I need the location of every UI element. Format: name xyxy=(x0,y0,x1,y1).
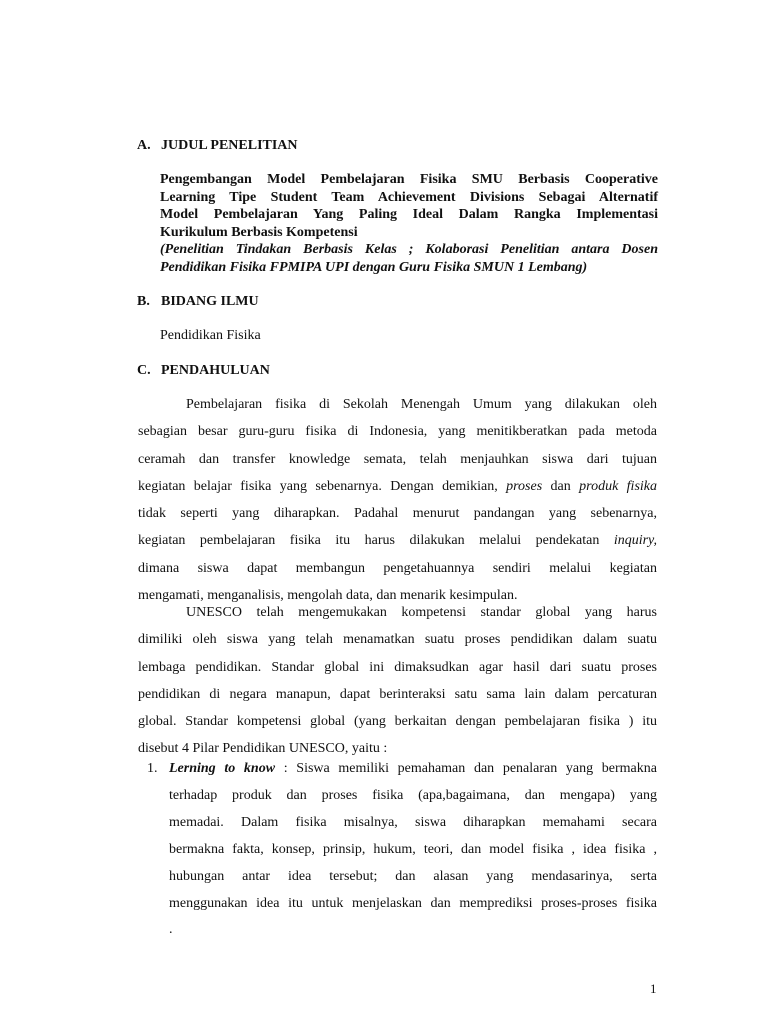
section-a-heading: A. JUDUL PENELITIAN xyxy=(137,138,298,153)
section-a-title: JUDUL PENELITIAN xyxy=(161,138,298,153)
section-c-heading: C. PENDAHULUAN xyxy=(137,363,270,378)
section-c-title: PENDAHULUAN xyxy=(161,363,270,378)
term-lerning-to-know: Lerning to know xyxy=(169,761,276,776)
research-title-main: Pengembangan Model Pembelajaran Fisika SMU Berbasis Cooperative Learning Tipe Student Team Achievement Divisions Sebagai Alternatif Model Pembelajaran Yang Paling Ideal Dalam Rangka Implementasi Kurikulum Berbasis Kompetensi xyxy=(160,172,658,240)
field-of-study: Pendidikan Fisika xyxy=(160,328,261,343)
term-produk-fisika: produk fisika xyxy=(579,478,657,494)
intro-paragraph-1: Pembelajaran fisika di Sekolah Menengah Umum yang dilakukan oleh sebagian besar guru-guru fisika di Indonesia, yang menitikberatkan pada metoda ceramah dan transfer knowledge semata, telah menjauhkan siswa dari tujuan kegiatan belajar fisika yang sebenarnya. Dengan demikian, proses dan produk fisika tidak seperti yang diharapkan. Padahal menurut pandangan yang sebenarnya, kegiatan pembelajaran fisika itu harus dilakukan melalui pendekatan inquiry, dimana siswa dapat membangun pengetahuannya sendiri melalui kegiatan mengamati, menganalisis, mengolah data, dan menarik kesimpulan. xyxy=(138,397,657,604)
unesco-pillars-list xyxy=(147,756,657,944)
research-title xyxy=(160,171,658,276)
section-b-title: BIDANG ILMU xyxy=(161,294,259,309)
list-item: 1. Lerning to know : Siswa memiliki pemahaman dan penalaran yang bermakna terhadap produk dan proses fisika (apa,bagaimana, dan mengapa) yang memadai. Dalam fisika misalnya, siswa diharapkan memahami secara bermakna fakta, konsep, prinsip, hukum, teori, dan model fisika , idea fisika , hubungan antar idea tersebut; dan alasan yang mendasarinya, serta menggunakan idea itu untuk menjelaskan dan memprediksi proses-proses fisika . xyxy=(147,756,657,944)
page-number: 1 xyxy=(650,981,657,996)
list-marker: 1. xyxy=(147,761,158,776)
intro-paragraph-2: UNESCO telah mengemukakan kompetensi standar global yang harus dimiliki oleh siswa yang telah menamatkan suatu proses pendidikan dalam suatu lembaga pendidikan. Standar global ini dimaksudkan agar hasil dari suatu proses pendidikan di negara manapun, dapat berinteraksi satu sama lain dalam percaturan global. Standar kompetensi global (yang berkaitan dengan pembelajaran fisika ) itu disebut 4 Pilar Pendidikan UNESCO, yaitu : xyxy=(138,605,657,757)
term-proses: proses xyxy=(506,478,543,494)
section-b-heading: B. BIDANG ILMU xyxy=(137,294,259,309)
term-inquiry: inquiry, xyxy=(613,533,657,549)
research-title-subtitle: (Penelitian Tindakan Berbasis Kelas ; Kolaborasi Penelitian antara Dosen Pendidikan Fisika FPMIPA UPI dengan Guru Fisika SMUN 1 Lembang) xyxy=(160,242,658,275)
